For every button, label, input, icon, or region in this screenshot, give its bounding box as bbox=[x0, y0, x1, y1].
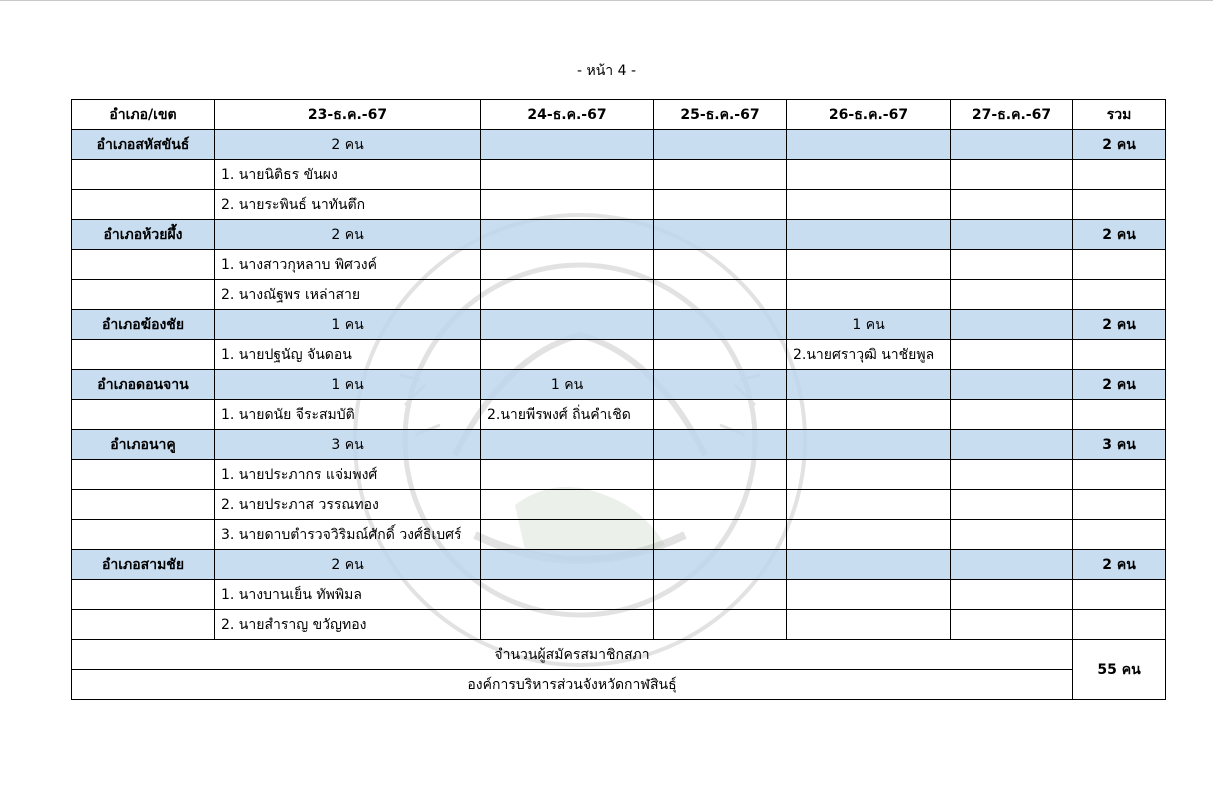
candidate-name bbox=[951, 280, 1073, 310]
day-count bbox=[787, 220, 951, 250]
candidate-name bbox=[787, 400, 951, 430]
day-count bbox=[654, 430, 787, 460]
district-row bbox=[72, 310, 1166, 340]
district-total: 3 คน bbox=[1073, 430, 1166, 460]
empty-cell bbox=[1073, 460, 1166, 490]
day-count bbox=[787, 430, 951, 460]
candidate-name bbox=[787, 460, 951, 490]
candidate-name bbox=[654, 400, 787, 430]
district-name: อำเภอสามชัย bbox=[72, 550, 215, 580]
candidate-name bbox=[787, 490, 951, 520]
day-count: 2 คน bbox=[215, 550, 481, 580]
district-total: 2 คน bbox=[1073, 550, 1166, 580]
candidate-table bbox=[71, 99, 1166, 700]
candidate-name bbox=[481, 610, 654, 640]
empty-cell bbox=[72, 610, 215, 640]
district-name: อำเภอห้วยผึ้ง bbox=[72, 220, 215, 250]
district-total: 2 คน bbox=[1073, 130, 1166, 160]
day-count bbox=[654, 220, 787, 250]
empty-cell bbox=[72, 400, 215, 430]
candidate-name bbox=[654, 490, 787, 520]
district-row bbox=[72, 370, 1166, 400]
candidate-name bbox=[951, 190, 1073, 220]
candidate-name bbox=[787, 580, 951, 610]
day-count bbox=[481, 220, 654, 250]
candidate-name bbox=[787, 250, 951, 280]
footer-label-line2: องค์การบริหารส่วนจังหวัดกาฬสินธุ์ bbox=[72, 670, 1073, 700]
district-name: อำเภอสหัสขันธ์ bbox=[72, 130, 215, 160]
candidate-name: 1. นางบานเย็น ทัพพิมล bbox=[215, 580, 481, 610]
candidate-row bbox=[72, 610, 1166, 640]
candidate-name bbox=[951, 460, 1073, 490]
candidate-name bbox=[787, 190, 951, 220]
day-count bbox=[654, 370, 787, 400]
candidate-name bbox=[481, 340, 654, 370]
empty-cell bbox=[1073, 400, 1166, 430]
empty-cell bbox=[1073, 190, 1166, 220]
empty-cell bbox=[72, 490, 215, 520]
candidate-name: 1. นายปฐนัญ จันดอน bbox=[215, 340, 481, 370]
empty-cell bbox=[1073, 610, 1166, 640]
candidate-name: 2. นายระพินธ์ นาทันตึก bbox=[215, 190, 481, 220]
candidate-name: 2. นายประภาส วรรณทอง bbox=[215, 490, 481, 520]
day-count bbox=[654, 550, 787, 580]
header-date-5: 27-ธ.ค.-67 bbox=[951, 100, 1073, 130]
candidate-name bbox=[951, 580, 1073, 610]
candidate-name: 2.นายพีรพงศ์ ถิ่นคำเชิด bbox=[481, 400, 654, 430]
header-date-4: 26-ธ.ค.-67 bbox=[787, 100, 951, 130]
day-count bbox=[951, 370, 1073, 400]
candidate-name: 1. นางสาวกุหลาบ พิศวงค์ bbox=[215, 250, 481, 280]
day-count bbox=[481, 310, 654, 340]
grand-total: 55 คน bbox=[1073, 640, 1166, 700]
candidate-name bbox=[951, 340, 1073, 370]
candidate-row bbox=[72, 190, 1166, 220]
empty-cell bbox=[72, 280, 215, 310]
candidate-name bbox=[951, 250, 1073, 280]
empty-cell bbox=[72, 460, 215, 490]
day-count: 1 คน bbox=[215, 310, 481, 340]
candidate-name bbox=[654, 580, 787, 610]
day-count: 2 คน bbox=[215, 130, 481, 160]
candidate-name bbox=[654, 250, 787, 280]
candidate-name bbox=[951, 160, 1073, 190]
district-row bbox=[72, 430, 1166, 460]
candidate-name: 2. นายสำราญ ขวัญทอง bbox=[215, 610, 481, 640]
day-count: 1 คน bbox=[481, 370, 654, 400]
candidate-name bbox=[787, 610, 951, 640]
day-count bbox=[787, 370, 951, 400]
empty-cell bbox=[1073, 490, 1166, 520]
candidate-row bbox=[72, 520, 1166, 550]
day-count bbox=[481, 130, 654, 160]
empty-cell bbox=[1073, 280, 1166, 310]
candidate-name bbox=[654, 610, 787, 640]
candidate-name bbox=[481, 460, 654, 490]
day-count bbox=[951, 310, 1073, 340]
candidate-row bbox=[72, 160, 1166, 190]
candidate-name bbox=[787, 280, 951, 310]
empty-cell bbox=[1073, 580, 1166, 610]
district-name: อำเภอฆ้องชัย bbox=[72, 310, 215, 340]
day-count: 3 คน bbox=[215, 430, 481, 460]
district-total: 2 คน bbox=[1073, 310, 1166, 340]
candidate-row bbox=[72, 280, 1166, 310]
empty-cell bbox=[72, 520, 215, 550]
day-count: 1 คน bbox=[787, 310, 951, 340]
district-name: อำเภอดอนจาน bbox=[72, 370, 215, 400]
candidate-name: 2.นายศราวุฒิ นาชัยพูล bbox=[787, 340, 951, 370]
candidate-name: 2. นางณัฐพร เหล่าสาย bbox=[215, 280, 481, 310]
page-number: - หน้า 4 - bbox=[576, 63, 637, 79]
candidate-row bbox=[72, 400, 1166, 430]
empty-cell bbox=[1073, 520, 1166, 550]
district-name: อำเภอนาคู bbox=[72, 430, 215, 460]
candidate-name bbox=[654, 340, 787, 370]
header-date-1: 23-ธ.ค.-67 bbox=[215, 100, 481, 130]
day-count bbox=[481, 430, 654, 460]
empty-cell bbox=[1073, 160, 1166, 190]
candidate-name bbox=[951, 490, 1073, 520]
empty-cell bbox=[72, 160, 215, 190]
empty-cell bbox=[1073, 340, 1166, 370]
empty-cell bbox=[72, 580, 215, 610]
day-count bbox=[951, 430, 1073, 460]
candidate-row bbox=[72, 490, 1166, 520]
district-row bbox=[72, 550, 1166, 580]
candidate-name bbox=[481, 160, 654, 190]
candidate-name bbox=[951, 400, 1073, 430]
candidate-row bbox=[72, 460, 1166, 490]
candidate-name bbox=[481, 580, 654, 610]
header-total: รวม bbox=[1073, 100, 1166, 130]
candidate-name: 3. นายดาบตำรวจวิริมณ์ศักดิ์ วงศ์ธิเบศร์ bbox=[215, 520, 481, 550]
empty-cell bbox=[1073, 250, 1166, 280]
candidate-name bbox=[654, 460, 787, 490]
candidate-name: 1. นายดนัย จีระสมบัติ bbox=[215, 400, 481, 430]
empty-cell bbox=[72, 190, 215, 220]
district-total: 2 คน bbox=[1073, 370, 1166, 400]
day-count bbox=[951, 220, 1073, 250]
day-count bbox=[654, 130, 787, 160]
candidate-name bbox=[654, 280, 787, 310]
candidate-name bbox=[654, 190, 787, 220]
candidate-name bbox=[481, 520, 654, 550]
day-count: 1 คน bbox=[215, 370, 481, 400]
footer-row bbox=[72, 670, 1166, 700]
day-count bbox=[951, 550, 1073, 580]
header-date-3: 25-ธ.ค.-67 bbox=[654, 100, 787, 130]
empty-cell bbox=[72, 340, 215, 370]
candidate-row bbox=[72, 340, 1166, 370]
candidate-name bbox=[787, 160, 951, 190]
candidate-name bbox=[951, 520, 1073, 550]
candidate-name bbox=[481, 250, 654, 280]
district-row bbox=[72, 130, 1166, 160]
day-count: 2 คน bbox=[215, 220, 481, 250]
candidate-name: 1. นายประภากร แจ่มพงศ์ bbox=[215, 460, 481, 490]
day-count bbox=[654, 310, 787, 340]
day-count bbox=[481, 550, 654, 580]
header-date-2: 24-ธ.ค.-67 bbox=[481, 100, 654, 130]
candidate-name bbox=[481, 490, 654, 520]
day-count bbox=[787, 550, 951, 580]
table-header-row bbox=[72, 100, 1166, 130]
empty-cell bbox=[72, 250, 215, 280]
day-count bbox=[951, 130, 1073, 160]
footer-label-line1: จำนวนผู้สมัครสมาชิกสภา bbox=[72, 640, 1073, 670]
candidate-name bbox=[481, 190, 654, 220]
top-border-line bbox=[0, 0, 1213, 1]
candidate-row bbox=[72, 580, 1166, 610]
candidate-name bbox=[654, 160, 787, 190]
day-count bbox=[787, 130, 951, 160]
footer-row bbox=[72, 640, 1166, 670]
candidate-name bbox=[481, 280, 654, 310]
district-total: 2 คน bbox=[1073, 220, 1166, 250]
candidate-name bbox=[654, 520, 787, 550]
candidate-name bbox=[787, 520, 951, 550]
candidate-row bbox=[72, 250, 1166, 280]
candidate-name bbox=[951, 610, 1073, 640]
header-district: อำเภอ/เขต bbox=[72, 100, 215, 130]
district-row bbox=[72, 220, 1166, 250]
candidate-name: 1. นายนิติธร ขันผง bbox=[215, 160, 481, 190]
